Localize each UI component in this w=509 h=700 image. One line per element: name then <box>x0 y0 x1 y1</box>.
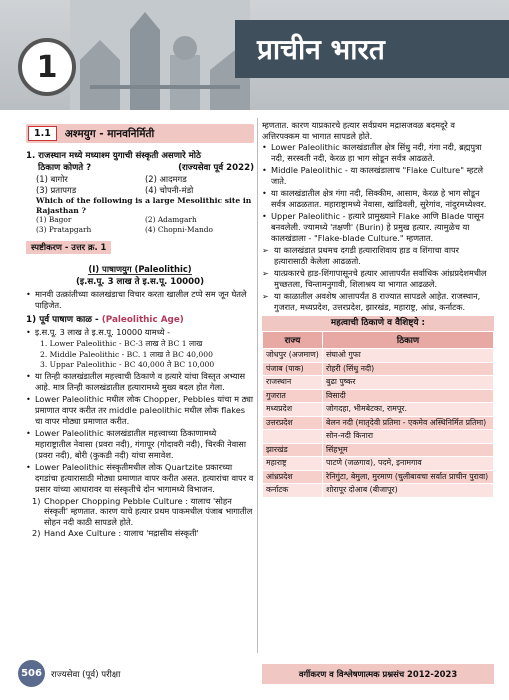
bullet-item: • Lower Paleolithic कालखंडातील महत्त्वाच्या ठिकाणामध्ये महाराष्ट्रातील नेवासा (प्रवरा नदी), गंगापूर (गोदावरी नदी), चिरकी नेवासा (प्रवरा नदी), बोरी (कुकडी नदी) यांचा समावेश. <box>26 428 254 461</box>
table-cell-place: बेलन नदी (मातृदेवी प्रतिमा - एकमेव अस्थिनिर्मित प्रतिमा) <box>323 416 494 430</box>
option-en-2: (2) Adamgarh <box>145 215 197 224</box>
option-en-4: (4) Chopni-Mando <box>145 225 213 234</box>
table-row <box>263 443 494 457</box>
paleolithic-heading-en: (Paleolithic Age) <box>101 315 184 325</box>
table-cell-place: शोरापूर दोआब (बीजापूर) <box>323 484 494 498</box>
table-cell-state: झारखंड <box>263 443 323 457</box>
table-cell-place: रेनिगुंटा, बेमुला, मुरमाण (चुलीबावचा सर्वात प्राचीन पुरावा) <box>323 470 494 484</box>
table-cell-state: महाराष्ट्र <box>263 457 323 471</box>
table-header-state: राज्य <box>263 332 323 349</box>
bullet-item: • Lower Paleolithic मधील लोक Chopper, Pebbles यांचा म ठ्या प्रमाणात वापर करीत तर middle paleolithic मधील लोक flakes चा वापर मोठ्या प्रमाणात करीत. <box>26 394 254 427</box>
arrow-item: ➢ या कालखंडात प्रथमच दगडी हत्याराशिवाय हाड व शिंगाचा वापर हत्यारासाठी केलेला आढळतो. <box>262 245 494 267</box>
table-cell-state: गुजरात <box>263 389 323 403</box>
table-cell-place: रोहरी (सिंधु नदी) <box>323 362 494 376</box>
period-item: 1. Lower Paleolithic - BC-3 लाख ते BC 1 लाख <box>40 339 203 348</box>
question-options <box>36 174 254 196</box>
table-row <box>263 457 494 471</box>
table-cell-place: संघाओ गुफा <box>323 349 494 363</box>
section-title: अश्मयुग - मानवनिर्मिती <box>64 127 155 140</box>
period-item: 2. Middle Paleolithic - BC. 1 लाख ते BC 40,000 <box>40 349 213 359</box>
numbered-item-text: Chopper Chopping Pebble Culture : यालाच 'सोहन संस्कृती' म्हणतात. कारण याचे हत्यार प्रथम पाकमधील पंजाब भागातील सोहन नदी काठी सापडले होते. <box>44 495 253 527</box>
table-row <box>263 349 494 363</box>
numbered-item <box>32 496 254 528</box>
bullet-item: • या कालखंडातील क्षेत्र गंगा नदी, सिक्कीम, आसाम, केरळ हे भाग सोडून सर्वत्र आढळतात. महाराष्ट्रामध्ये नेवासा, खांडिवली, सुरेगांव, नांदुरमध्येश्वर. <box>262 188 494 210</box>
table-cell-place: सिंहभूम <box>323 443 494 457</box>
bullet-item: • या तिन्ही कालखंडातील महत्त्वाची ठिकाणे व हत्यारे यांचा विस्तृत अभ्यास आहे. मात्र तिन्ही कालखंडातील हत्यारामध्ये मुख्य बदल होत गेला. <box>26 371 254 393</box>
bullet-item: • Lower Paleolithic संस्कृतीमधील लोक Quartzite प्रकारच्या दगडांचा हत्यारासाठी मोठ्या प्रमाणात वापर करीत असत. हत्यारांचा वापर व प्रसार यांच्या आधारावर या संस्कृतीचे दोन भागामध्ये विभाजन. <box>26 462 254 495</box>
section-heading <box>26 124 254 143</box>
table-header-row <box>263 332 494 349</box>
question-english: Which of the following is a large Mesolithic site in Rajasthan ? <box>36 196 252 215</box>
footer-left <box>18 660 120 687</box>
option-3: (3) प्रतापगड <box>36 185 77 195</box>
table-cell-place: पाटणे (जळगाव), पदमे, इनामगाव <box>323 457 494 471</box>
question-row <box>26 163 254 175</box>
question-source: (राज्यसेवा पूर्व 2022) <box>178 162 254 173</box>
option-1: (1) बागोर <box>36 174 68 184</box>
question-options-english <box>36 215 254 235</box>
option-en-1: (1) Bagor <box>36 215 72 224</box>
table-row <box>263 389 494 403</box>
table-cell-state: जोधपुर (अजमाण) <box>263 349 323 363</box>
table-cell-place: जोगदहा, भीमबेटका, रामपूर. <box>323 403 494 417</box>
answer-badge: स्पष्टीकरण - उत्तर क्र. 1 <box>26 241 111 254</box>
table-cell-state: आंध्रप्रदेश <box>263 470 323 484</box>
intro-paragraph: म्हणतात. कारण याप्रकारचे हत्यार सर्वप्रथम मद्रासजवळ बदमदूरे व अत्तिरपक्कम या भागात सापडले होते. <box>262 120 455 141</box>
table-cell-state: कर्नाटक <box>263 484 323 498</box>
question-line-1: राजस्थान मध्ये मध्याश्म युगाची संस्कृती असणारे मोठे <box>38 151 201 161</box>
table-row <box>263 376 494 390</box>
chapter-banner <box>0 0 509 110</box>
table-row <box>263 362 494 376</box>
page-number: 506 <box>18 660 45 687</box>
option-2: (2) आदमगड <box>145 174 187 184</box>
table-cell-place: विसादी <box>323 389 494 403</box>
table-row <box>263 430 494 444</box>
arrow-item: ➢ यात्प्रकारचे हाड-शिंगापासूनचे हत्यार आत्तापर्यंत सर्वाधिक आंध्रप्रदेशमधील मुच्छतला, चिन्तामनुगावी, शिलाश्रय या भागात आढळले. <box>262 268 494 290</box>
paleolithic-heading <box>26 313 254 325</box>
left-column <box>26 120 254 540</box>
period-bullet: • इ.स.पू. 3 लाख ते इ.स.पू. 10000 यामध्ये - <box>26 327 254 338</box>
table-cell-state: मध्यप्रदेश <box>263 403 323 417</box>
footer-exam-name: राज्यसेवा (पूर्व) परीक्षा <box>51 669 121 680</box>
table-caption: महत्वाची ठिकाणे व वैशिष्ट्ये : <box>262 316 494 331</box>
period-list <box>40 339 254 371</box>
table-cell-state: उत्तरप्रदेश <box>263 416 323 430</box>
intro-bullet: • मानवी उत्क्रांतीच्या कालखंडाचा विचार करता खालील टप्पे सम जून घेतले पाहिजेत. <box>26 289 254 311</box>
table-cell-place: सोन-नदी किनारा <box>323 430 494 444</box>
sub-heading-text: (I) पाषाणयुग (Paleolithic) <box>88 264 192 274</box>
numbered-item <box>32 528 254 539</box>
date-range: (इ.स.पू. 3 लाख ते इ.स.पू. 10000) <box>75 277 205 287</box>
table-cell-place: बुढा पुष्कर <box>323 376 494 390</box>
numbered-item-number: 1) <box>32 495 41 506</box>
table-cell-state <box>263 430 323 444</box>
sub-heading <box>26 264 254 275</box>
question-text <box>26 151 254 163</box>
question-line-2: ठिकाण कोणते ? <box>38 162 92 173</box>
footer-book-title: वर्गीकरण व विश्लेषणात्मक प्रश्नसंच 2012-2023 <box>262 664 494 684</box>
historical-monuments-illustration <box>70 0 250 110</box>
bullet-item: • Lower Paleolithic कालखंडातील क्षेत्र सिंधु नदी, गंगा नदी, ब्रह्मपुत्रा नदी, सरस्वती नदी, केरळ हा भाग सोडून सर्वत्र आढळते. <box>262 142 494 164</box>
table-row <box>263 484 494 498</box>
table-row <box>263 403 494 417</box>
table-row <box>263 470 494 484</box>
section-number: 1.1 <box>28 126 57 141</box>
option-4: (4) चोपनी-मंडो <box>145 185 194 195</box>
paleolithic-heading-mr: 1) पूर्व पाषाण काळ - <box>26 315 99 325</box>
column-divider <box>257 118 258 653</box>
sites-table <box>262 331 494 498</box>
table-row <box>263 416 494 430</box>
option-en-3: (3) Pratapgarh <box>36 225 92 234</box>
arrow-item: ➢ या काळातील अवशेष आत्तापर्यंत 8 राज्यात सापडले आहेत. राजस्थान, गुजरात, मध्यप्रदेश, उत्तरप्रदेश, झारखंड, महाराष्ट्र, आंध्र, कर्नाटक. <box>262 291 494 313</box>
bullet-item: • Upper Paleolithic - हत्यारे प्रामुख्याने Flake आणि Blade पासून बनवलेली. ज्यामध्ये 'तक्षणी' (Burin) हे प्रमुख हत्यार. त्यामुळेच या कालखंडाला - "Flake-blade Culture." म्हणतात. <box>262 211 494 244</box>
question-number: 1. <box>26 151 36 161</box>
table-header-place: ठिकाण <box>323 332 494 349</box>
table-cell-state: पंजाब (पाक) <box>263 362 323 376</box>
right-column <box>262 120 494 498</box>
table-cell-state: राजस्थान <box>263 376 323 390</box>
numbered-item-text: Hand Axe Culture : यालाच 'मद्रासीय संस्कृती' <box>44 528 199 539</box>
period-item: 3. Uppar Paleolithic - BC 40,000 ते BC 10,000 <box>40 360 215 369</box>
numbered-item-number: 2) <box>32 528 41 539</box>
chapter-title: प्राचीन भारत <box>235 20 509 78</box>
chapter-number: 1 <box>18 38 76 96</box>
bullet-item: • Middle Paleolithic - या कालखंडालाच "Flake Culture" म्हटले जाते. <box>262 165 494 187</box>
